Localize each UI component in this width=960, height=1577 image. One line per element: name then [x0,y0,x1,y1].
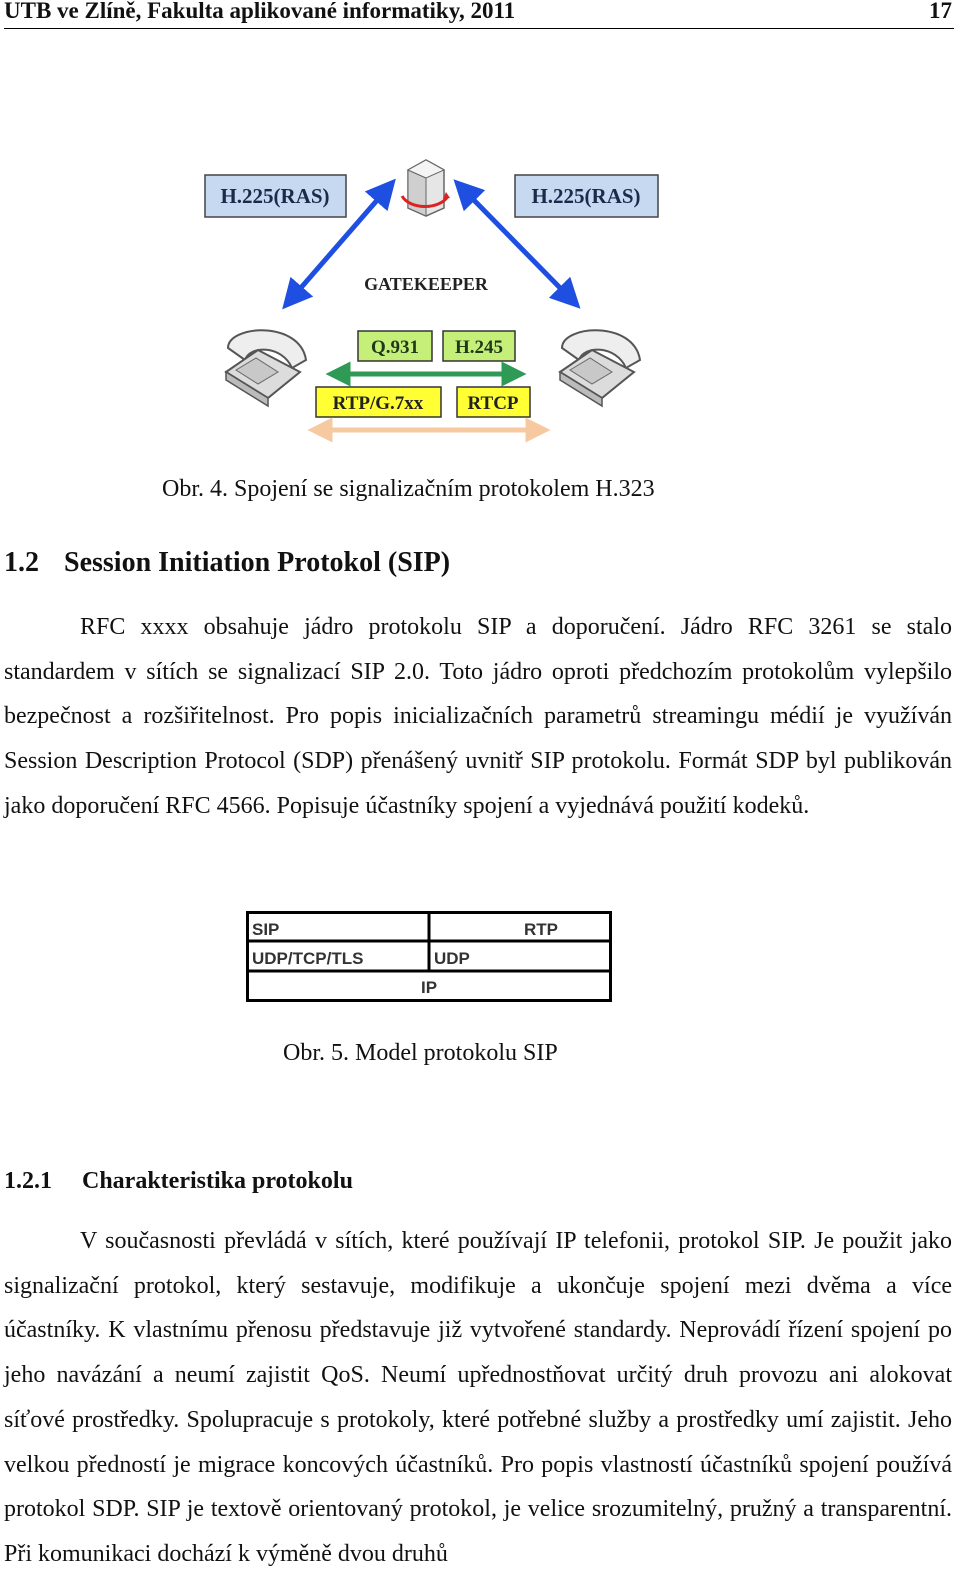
q931-box [358,331,432,361]
figure2-caption: Obr. 5. Model protokolu SIP [283,1040,558,1066]
subsection-heading [4,1168,353,1195]
subsection-title: Charakteristika protokolu [82,1168,353,1194]
layer-sip: SIP [252,920,280,939]
page-number: 17 [929,0,952,23]
section-paragraph: RFC xxxx obsahuje jádro protokolu SIP a doporučení. Jádro RFC 3261 se stalo standardem v sítích se signalizací SIP 2.0. Toto jádro oproti předchozím protokolům vylepšilo bezpečnost a rozšiřitelnost. Pro popis inicializačních parametrů streamingu médií je využíván Session Description Protocol (SDP) přenášený uvnitř SIP protokolu. Formát SDP byl publikován jako doporučení RFC 4566. Popisuje účastníky spojení a vyjednává použití kodeků. [4,614,952,819]
section-number: 1.2 [4,547,39,578]
rtp-box [316,387,441,417]
h323-diagram [190,150,670,450]
subsection-number: 1.2.1 [4,1168,52,1194]
svg-text:Q.931: Q.931 [370,337,420,358]
layer-rtp: RTP [524,920,558,939]
ras-left-box [205,175,346,217]
subsection-paragraph: V současnosti převládá v sítích, které používají IP telefonii, protokol SIP. Je použit jako signalizační protokol, který sestavuje, modifikuje a ukončuje spojení mezi dvěma a více účastníky. K vlastnímu přenosu představuje již vytvořené standardy. Neprovádí řízení spojení po jeho navázání a neumí zajistit QoS. Neumí upřednostňovat určitý druh provozu ani alokovat síťové prostředky. Spolupracuje s protokoly, které potřebné služby a prostředky umí zajistit. Jeho velkou předností je migrace koncových účastníků. Pro popis vlastností účastníků spojení používá protokol SDP. SIP je textově orientovaný protokol, je velice srozumitelný, pružný a transparentní. Při komunikaci dochází k výměně dvou druhů [4,1228,952,1567]
sip-model-diagram [246,911,612,1002]
header-title: UTB ve Zlíně, Fakulta aplikované informatiky, 2011 [4,0,516,23]
layer-udp: UDP [434,949,470,968]
rtcp-box [457,387,530,417]
phone-left-icon [226,330,306,406]
ras-right-label: H.225(RAS) [531,184,641,208]
gatekeeper-server-icon [402,160,450,216]
phone-right-icon [560,330,640,406]
svg-text:RTP/G.7xx: RTP/G.7xx [332,393,424,414]
section-heading [4,547,450,579]
layer-transport: UDP/TCP/TLS [252,949,364,968]
ras-left-label: H.225(RAS) [220,184,330,208]
svg-text:H.245: H.245 [454,337,504,358]
ras-right-box [515,175,658,217]
layer-ip: IP [420,978,438,997]
h245-box [443,331,515,361]
gatekeeper-label: GATEKEEPER [364,274,488,294]
section-title: Session Initiation Protokol (SIP) [64,547,451,578]
page-header [4,0,954,29]
svg-text:RTCP: RTCP [467,393,519,414]
figure1-caption: Obr. 4. Spojení se signalizačním protokolem H.323 [162,476,655,502]
